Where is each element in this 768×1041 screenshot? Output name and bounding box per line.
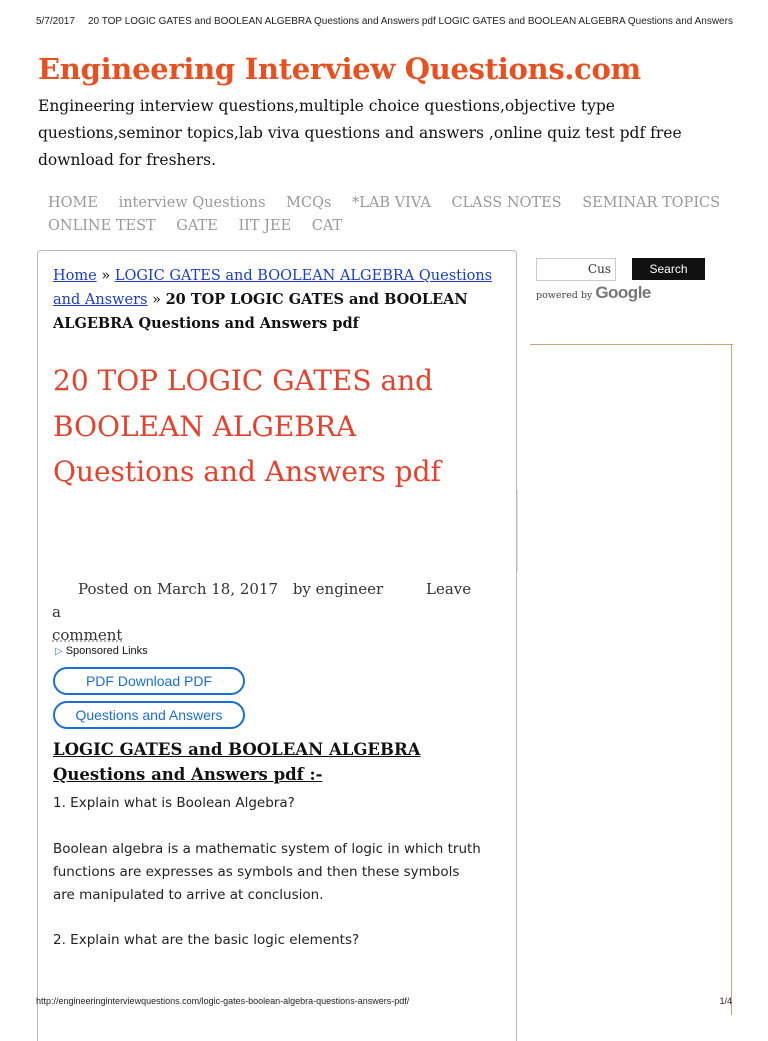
breadcrumb-home-link[interactable]: Home (53, 268, 97, 284)
ad-button-pdf-download[interactable]: PDF Download PDF (53, 667, 245, 695)
sidebar-border (731, 345, 732, 1015)
leave-comment-link-cont[interactable]: comment (52, 626, 123, 644)
nav-item-lab-viva[interactable]: *LAB VIVA (352, 195, 431, 211)
nav-item-gate[interactable]: GATE (176, 218, 218, 234)
search-button[interactable]: Search (632, 258, 705, 280)
sponsored-links[interactable] (55, 645, 148, 657)
print-header (36, 16, 732, 27)
main-nav (48, 192, 738, 238)
question-1: 1. Explain what is Boolean Algebra? (53, 795, 295, 811)
google-logo: Google (595, 283, 651, 302)
powered-by-label: powered by (536, 290, 593, 301)
nav-item-home[interactable]: HOME (48, 195, 98, 211)
nav-item-class-notes[interactable]: CLASS NOTES (451, 195, 562, 211)
powered-by-google (536, 283, 651, 303)
breadcrumb-separator: » (101, 268, 111, 284)
ad-button-questions-answers[interactable]: Questions and Answers (53, 701, 245, 729)
post-meta (52, 578, 482, 647)
nav-item-mcqs[interactable]: MCQs (286, 195, 332, 211)
print-footer (36, 996, 732, 1006)
breadcrumb-current: 20 TOP LOGIC GATES and BOOLEAN ALGEBRA Questions and Answers pdf (53, 291, 468, 332)
answer-1: Boolean algebra is a mathematic system of logic in which truth functions are expresses as symbols and then these symbols are manipulated to arrive at conclusion. (53, 841, 481, 903)
section-heading: LOGIC GATES and BOOLEAN ALGEBRA Questions and Answers pdf :- (53, 740, 421, 784)
site-description: Engineering interview questions,multiple choice questions,objective type questions,seminor topics,lab viva questions and answers ,online quiz test pdf free download for freshers. (38, 97, 682, 169)
search-input[interactable]: Cus (536, 258, 616, 281)
post-author[interactable]: by engineer (292, 580, 384, 598)
posted-date: Posted on March 18, 2017 (78, 580, 279, 598)
nav-item-online-test[interactable]: ONLINE TEST (48, 218, 156, 234)
page-number: 1/4 (719, 996, 732, 1006)
print-title: 20 TOP LOGIC GATES and BOOLEAN ALGEBRA Questions and Answers pdf LOGIC GATES and BOOLEAN ALGEBRA Questions and Answers (88, 16, 733, 27)
divider (517, 490, 518, 572)
print-date: 5/7/2017 (36, 16, 75, 27)
nav-item-iit-jee[interactable]: IIT JEE (238, 218, 292, 234)
sidebar-divider (530, 344, 733, 345)
sponsored-label: Sponsored Links (65, 645, 148, 657)
post-title: 20 TOP LOGIC GATES and BOOLEAN ALGEBRA Questions and Answers pdf (53, 364, 441, 488)
leave-comment-link[interactable]: Leave a (52, 580, 472, 621)
adchoices-icon[interactable]: ▷ (55, 646, 63, 657)
breadcrumb-category-link[interactable]: LOGIC GATES and BOOLEAN ALGEBRA Questions and Answers (53, 268, 493, 308)
nav-item-cat[interactable]: CAT (311, 218, 343, 234)
page-url: http://engineeringinterviewquestions.com/logic-gates-boolean-algebra-questions-answers-pdf/ (36, 996, 410, 1006)
breadcrumb-separator: » (152, 292, 161, 308)
nav-item-seminar-topics[interactable]: SEMINAR TOPICS (582, 195, 721, 211)
question-2: 2. Explain what are the basic logic elements? (53, 932, 360, 948)
nav-item-interview-questions[interactable]: interview Questions (118, 195, 266, 211)
site-title[interactable]: Engineering Interview Questions.com (38, 52, 641, 86)
breadcrumb (53, 265, 493, 336)
